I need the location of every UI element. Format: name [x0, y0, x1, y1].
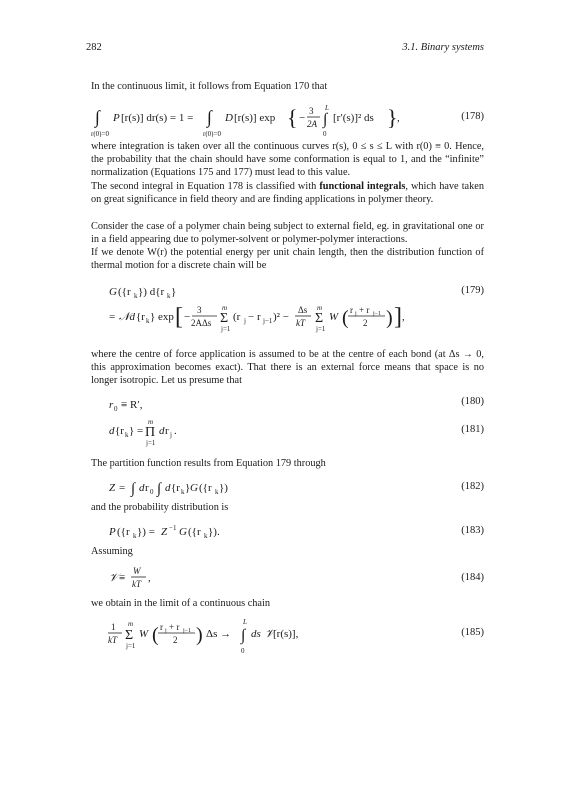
equation-179-formula — [91, 285, 441, 335]
svg-text:∫: ∫ — [323, 111, 328, 128]
svg-text:𝒩d: 𝒩d — [119, 311, 136, 323]
equation-number: (184) — [461, 572, 484, 583]
equation-185 — [91, 616, 484, 656]
svg-text:}: } — [171, 286, 177, 298]
equation-number: (180) — [461, 396, 484, 407]
svg-text:2AΔs: 2AΔs — [191, 318, 212, 328]
svg-text:)² −: )² − — [273, 311, 289, 323]
svg-text:.: . — [174, 425, 177, 437]
paragraph — [91, 180, 484, 206]
svg-text:[r′(s)]² ds: [r′(s)]² ds — [333, 112, 374, 124]
paragraph: where the centre of force application is assumed to be at the centre of each bond (at Δs → 0, this approximation becomes exact). That there is an external force means that space is no longer isotropic. Let us presume that — [91, 349, 484, 387]
svg-text:Z: Z — [161, 526, 168, 538]
svg-text:L: L — [243, 618, 247, 626]
svg-text:−: − — [184, 311, 191, 323]
svg-text:d: d — [139, 482, 145, 494]
svg-text:Σ: Σ — [220, 311, 229, 326]
svg-text:m: m — [148, 418, 154, 426]
svg-text:0: 0 — [323, 130, 327, 137]
svg-text:2: 2 — [173, 635, 178, 645]
svg-text:P: P — [109, 526, 116, 538]
paragraph: Consider the case of a polymer chain being subject to external field, eg. in gravitational one or in a field appearing due to polymer-solvent or polymer-polymer interactions. — [91, 221, 484, 246]
svg-text:L: L — [325, 104, 329, 112]
svg-text:kT: kT — [296, 318, 305, 328]
svg-text:k: k — [167, 292, 171, 300]
svg-text:∫: ∫ — [241, 627, 246, 644]
svg-text:kT: kT — [132, 579, 141, 589]
svg-text:r(0)=0: r(0)=0 — [203, 130, 221, 137]
svg-text:r: r — [350, 305, 353, 315]
paragraph: where integration is taken over all the continuous curves r(s), 0 ≤ s ≤ L with r(0) ≡ 0. Hence, the probability that the chain should have some conformation is equal to 1, and the “infinite” normalization (Equations 175 and 177) must lead to this value. — [91, 141, 484, 179]
svg-text:≡ R′,: ≡ R′, — [121, 399, 143, 411]
svg-text:[r(s)] exp: [r(s)] exp — [234, 112, 276, 124]
svg-text:G: G — [190, 482, 198, 494]
paragraph: In the continuous limit, it follows from Equation 170 that — [91, 81, 328, 92]
svg-text:j=1: j=1 — [126, 642, 136, 650]
svg-text:j: j — [165, 628, 167, 634]
svg-text:∫: ∫ — [207, 107, 212, 127]
svg-text:}).: }). — [208, 526, 220, 538]
svg-text:,: , — [148, 572, 151, 584]
svg-text:j−1: j−1 — [263, 317, 273, 325]
equation-185-formula — [91, 616, 391, 658]
svg-text:} exp: } exp — [150, 311, 174, 323]
svg-text:j−1: j−1 — [183, 628, 192, 634]
svg-text:=: = — [109, 311, 116, 323]
svg-text:m: m — [317, 304, 323, 312]
svg-text:}): }) — [219, 482, 228, 494]
svg-text:,: , — [402, 311, 405, 323]
equation-178 — [91, 103, 484, 135]
svg-text:} =: } = — [129, 425, 144, 437]
svg-text:k: k — [215, 488, 219, 496]
svg-text:({r: ({r — [118, 286, 131, 298]
svg-text:kT: kT — [108, 635, 117, 645]
svg-text:r: r — [165, 425, 169, 437]
svg-text:2A: 2A — [307, 119, 317, 129]
svg-text:k: k — [125, 431, 129, 439]
svg-text:Δs: Δs — [298, 305, 308, 315]
svg-text:[: [ — [175, 304, 183, 330]
svg-text:k: k — [133, 532, 137, 540]
svg-text:(r: (r — [233, 311, 241, 323]
equation-number: (179) — [461, 285, 484, 296]
svg-text:∫: ∫ — [157, 481, 162, 497]
svg-text:W: W — [133, 566, 141, 576]
equation-178-formula — [91, 103, 431, 137]
svg-text:}) d{r: }) d{r — [138, 286, 165, 298]
equation-181-formula — [91, 416, 231, 448]
svg-text:}: } — [387, 105, 398, 130]
svg-text:j: j — [355, 311, 357, 317]
svg-text:r: r — [145, 482, 149, 494]
svg-text:r(0)=0: r(0)=0 — [91, 130, 109, 137]
svg-text:−1: −1 — [169, 524, 177, 532]
equation-180 — [91, 396, 484, 416]
paragraph: we obtain in the limit of a continuous chain — [91, 598, 271, 609]
svg-text:− r: − r — [248, 311, 261, 323]
svg-text:k: k — [204, 532, 208, 540]
svg-text:+ r: + r — [359, 305, 370, 315]
svg-text:Z: Z — [109, 482, 116, 494]
svg-text:j: j — [244, 317, 246, 325]
paragraph: If we denote W(r) the potential energy per unit chain length, then the distribution function of thermal motion for a discrete chain will be — [91, 247, 484, 272]
svg-text:k: k — [181, 488, 185, 496]
svg-text:ds: ds — [251, 628, 261, 640]
svg-text:j−1: j−1 — [373, 311, 382, 317]
svg-text:{r: {r — [171, 482, 180, 494]
svg-text:j=1: j=1 — [221, 325, 231, 333]
text-run: , which have taken on great significance in field theory and are finding applications in polymer theory. — [91, 181, 484, 206]
svg-text:Σ: Σ — [125, 628, 134, 643]
svg-text:d: d — [109, 425, 115, 437]
svg-text:W: W — [329, 311, 339, 323]
svg-text:G: G — [109, 286, 117, 298]
svg-text:∫: ∫ — [131, 481, 136, 497]
equation-184-formula — [91, 562, 211, 592]
paragraph: and the probability distribution is — [91, 502, 229, 513]
svg-text:({r: ({r — [117, 526, 130, 538]
svg-text:[r(s)] dr(s) = 1 =: [r(s)] dr(s) = 1 = — [121, 112, 194, 124]
svg-text:2: 2 — [363, 318, 368, 328]
equation-number: (185) — [461, 627, 484, 638]
svg-text:W: W — [139, 628, 149, 640]
svg-text:({r: ({r — [188, 526, 201, 538]
svg-text:0: 0 — [150, 488, 154, 496]
svg-text:3: 3 — [309, 106, 314, 116]
page-number: 282 — [86, 42, 102, 53]
svg-text:m: m — [128, 620, 134, 628]
svg-text:Π: Π — [145, 425, 156, 440]
svg-text:r: r — [160, 622, 163, 632]
svg-text:[r(s)],: [r(s)], — [273, 628, 299, 640]
svg-text:}) =: }) = — [137, 526, 155, 538]
svg-text:+ r: + r — [169, 622, 180, 632]
svg-text:{r: {r — [136, 311, 145, 323]
svg-text:{: { — [287, 105, 298, 130]
svg-text:,: , — [397, 112, 400, 124]
svg-text:({r: ({r — [199, 482, 212, 494]
svg-text:𝒱: 𝒱 — [109, 572, 119, 584]
equation-180-formula — [91, 396, 211, 416]
equation-182 — [91, 478, 484, 498]
svg-text:=: = — [119, 482, 126, 494]
svg-text:r: r — [109, 399, 114, 411]
equation-183 — [91, 522, 484, 542]
equation-184 — [91, 562, 484, 592]
svg-text:G: G — [179, 526, 187, 538]
svg-text:0: 0 — [241, 647, 245, 655]
svg-text:(: ( — [342, 307, 349, 329]
svg-text:m: m — [222, 304, 228, 312]
svg-text:]: ] — [394, 304, 402, 330]
svg-text:}: } — [185, 482, 191, 494]
svg-text:k: k — [146, 317, 150, 325]
section-title: 3.1. Binary systems — [402, 42, 484, 53]
svg-text:Σ: Σ — [315, 311, 324, 326]
equation-number: (182) — [461, 481, 484, 492]
svg-text:∫: ∫ — [95, 107, 100, 127]
svg-text:D: D — [225, 112, 233, 124]
equation-181 — [91, 416, 484, 446]
equation-182-formula — [91, 478, 291, 500]
paragraph: The partition function results from Equation 179 through — [91, 458, 326, 469]
equation-number: (178) — [461, 111, 484, 122]
svg-text:Δs →: Δs → — [206, 628, 232, 640]
svg-text:d: d — [165, 482, 171, 494]
svg-text:3: 3 — [197, 305, 202, 315]
svg-text:): ) — [386, 307, 393, 329]
equation-183-formula — [91, 522, 291, 544]
svg-text:{r: {r — [115, 425, 124, 437]
equation-number: (183) — [461, 525, 484, 536]
equation-number: (181) — [461, 424, 484, 435]
svg-text:k: k — [134, 292, 138, 300]
svg-text:≡: ≡ — [119, 572, 126, 584]
svg-text:j: j — [170, 431, 172, 439]
svg-text:d: d — [159, 425, 165, 437]
svg-text:(: ( — [152, 624, 159, 646]
svg-text:j=1: j=1 — [146, 439, 156, 447]
svg-text:−: − — [299, 112, 306, 124]
text-run: The second integral in Equation 178 is classified with — [91, 181, 320, 192]
paragraph: Assuming — [91, 546, 133, 557]
svg-text:j=1: j=1 — [316, 325, 326, 333]
emphasis: functional integrals — [319, 181, 406, 192]
equation-179 — [91, 285, 484, 333]
svg-text:1: 1 — [111, 622, 116, 632]
svg-text:P: P — [113, 112, 120, 124]
svg-text:0: 0 — [114, 405, 118, 413]
svg-text:): ) — [196, 624, 203, 646]
svg-text:𝒱: 𝒱 — [265, 628, 275, 640]
